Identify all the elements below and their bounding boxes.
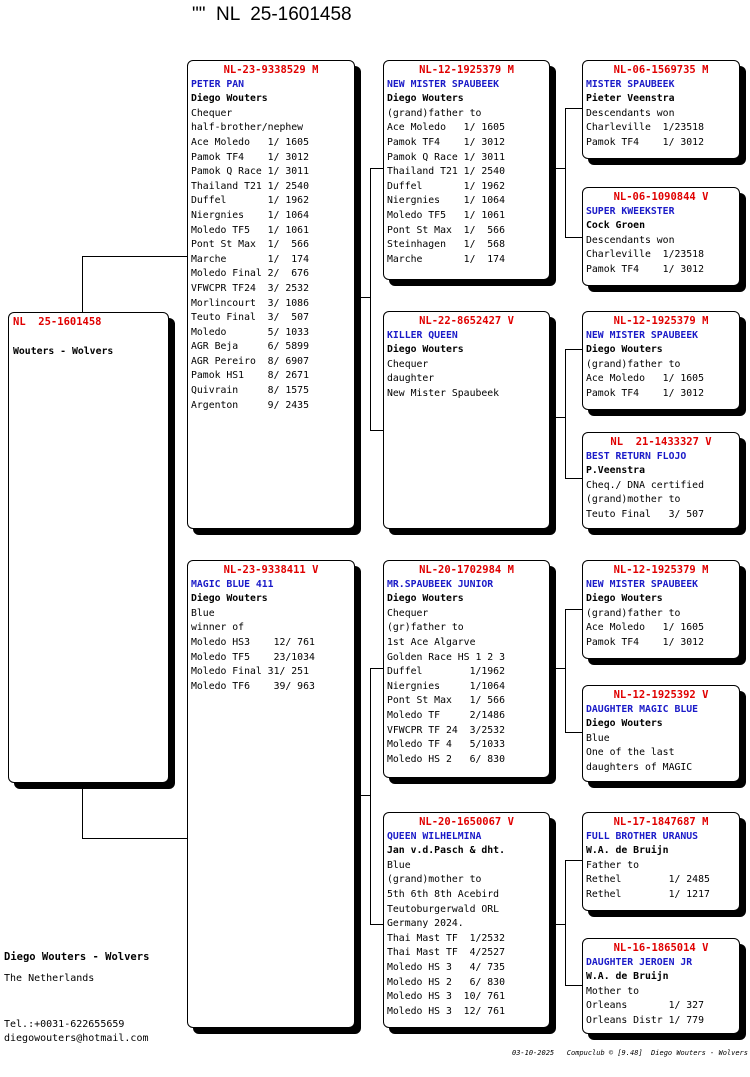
subject-ring-number: NL 25-1601458 — [13, 316, 102, 328]
owner-name: Diego Wouters — [586, 718, 663, 730]
info-line: Thailand T21 1/ 2540 — [191, 180, 309, 192]
info-line: Niergnies 1/ 1064 — [191, 209, 309, 221]
info-line: Descendants won — [586, 234, 675, 246]
info-line: Chequer — [387, 607, 429, 619]
info-line: Moledo HS 3 12/ 761 — [387, 1005, 505, 1017]
ring-number: NL-12-1925379 M — [419, 64, 514, 76]
dam-box[interactable] — [187, 560, 355, 1028]
pigeon-name: KILLER QUEEN — [387, 329, 458, 341]
info-line: (grand)father to — [387, 107, 482, 119]
info-line: Pamok HS1 8/ 2671 — [191, 370, 309, 382]
connector-line — [565, 985, 582, 986]
info-line: Moledo 5/ 1033 — [191, 326, 309, 338]
info-line: VFWCPR TF24 3/ 2532 — [191, 282, 309, 294]
pigeon-name: NEW MISTER SPAUBEEK — [387, 78, 500, 90]
connector-line — [370, 168, 383, 169]
info-line: Pamok TF4 1/ 3012 — [387, 136, 505, 148]
ring-number: NL-06-1090844 V — [613, 191, 709, 203]
info-line: Marche 1/ 174 — [387, 253, 505, 265]
info-line: Pamok Q Race 1/ 3011 — [387, 151, 505, 163]
ring-number: NL-12-1925379 M — [613, 315, 709, 327]
connector-line — [565, 108, 582, 109]
dam-dam-sire-box[interactable] — [582, 812, 740, 911]
info-line: Father to — [586, 859, 640, 871]
connector-line — [565, 609, 582, 610]
footer-credit: 03-10-2025 Compuclub © [9.48] Diego Wouters - Wolvers — [511, 1049, 748, 1057]
info-line: Niergnies 1/1064 — [387, 680, 505, 692]
breeder-name: Diego Wouters - Wolvers — [4, 951, 150, 963]
connector-line — [565, 609, 566, 732]
pigeon-name: MAGIC BLUE 411 — [191, 578, 274, 590]
info-line: Moledo Final 2/ 676 — [191, 268, 309, 280]
ring-number: NL-20-1702984 M — [419, 564, 514, 576]
ring-number: NL-16-1865014 V — [613, 942, 709, 954]
owner-name: Diego Wouters — [387, 344, 464, 356]
ring-number: NL-22-8652427 V — [419, 315, 514, 327]
info-line: Orleans Distr 1/ 779 — [586, 1014, 704, 1026]
connector-line — [565, 860, 582, 861]
connector-line — [550, 924, 566, 925]
info-line: Moledo HS3 12/ 761 — [191, 636, 315, 648]
owner-name: Diego Wouters — [387, 593, 464, 605]
info-line: Moledo Final 31/ 251 — [191, 666, 309, 678]
info-line: One of the last — [586, 747, 675, 759]
ring-number: NL-23-9338529 M — [223, 64, 319, 76]
info-line: Blue — [191, 607, 215, 619]
connector-line — [370, 668, 383, 669]
info-line: half-brother/nephew — [191, 122, 304, 134]
info-line: Moledo HS 3 4/ 735 — [387, 961, 505, 973]
info-line: Mother to — [586, 985, 640, 997]
info-line: AGR Beja 6/ 5899 — [191, 341, 309, 353]
ring-number: NL-23-9338411 V — [223, 564, 319, 576]
ring-number: NL-20-1650067 V — [419, 816, 514, 828]
pigeon-name: PETER PAN — [191, 78, 245, 90]
info-line: Moledo TF 2/1486 — [387, 709, 505, 721]
info-line: Rethel 1/ 1217 — [586, 888, 710, 900]
info-line: Quivrain 8/ 1575 — [191, 385, 309, 397]
connector-line — [550, 417, 566, 418]
pigeon-name: DAUGHTER MAGIC BLUE — [586, 703, 699, 715]
connector-line — [355, 297, 371, 298]
info-line: Pamok TF4 1/ 3012 — [586, 263, 704, 275]
info-line: Cheq./ DNA certified — [586, 479, 704, 491]
info-line: 1st Ace Algarve — [387, 636, 476, 648]
info-line: Ace Moledo 1/ 1605 — [586, 622, 704, 634]
info-line: Pont St Max 1/ 566 — [387, 224, 505, 236]
sire-sire-dam-box[interactable] — [582, 187, 740, 286]
dam-dam-dam-box[interactable] — [582, 938, 740, 1034]
info-line: Duffel 1/1962 — [387, 666, 505, 678]
info-line: Teuto Final 3/ 507 — [586, 508, 704, 520]
owner-name: Cock Groen — [586, 220, 645, 232]
connector-line — [565, 108, 566, 237]
info-line: Orleans 1/ 327 — [586, 1000, 704, 1012]
sire-sire-box[interactable] — [383, 60, 550, 280]
connector-line — [565, 237, 582, 238]
info-line: Ace Moledo 1/ 1605 — [387, 122, 505, 134]
info-line: Moledo HS 2 6/ 830 — [387, 753, 505, 765]
info-line: VFWCPR TF 24 3/2532 — [387, 724, 505, 736]
ring-number: NL-06-1569735 M — [613, 64, 709, 76]
info-line: Golden Race HS 1 2 3 — [387, 651, 505, 663]
info-line: AGR Pereiro 8/ 6907 — [191, 355, 309, 367]
pigeon-name: FULL BROTHER URANUS — [586, 830, 699, 842]
pigeon-name: NEW MISTER SPAUBEEK — [586, 329, 699, 341]
pigeon-name: QUEEN WILHELMINA — [387, 830, 482, 842]
breeder-email[interactable]: diegowouters@hotmail.com — [4, 1033, 149, 1044]
sire-sire-sire-box[interactable] — [582, 60, 740, 159]
info-line: Thailand T21 1/ 2540 — [387, 166, 505, 178]
connector-line — [565, 349, 582, 350]
info-line: Charleville 1/23518 — [586, 249, 704, 261]
info-line: Pamok Q Race 1/ 3011 — [191, 166, 309, 178]
info-line: Moledo TF 4 5/1033 — [387, 739, 505, 751]
info-line: Pamok TF4 1/ 3012 — [586, 636, 704, 648]
info-line: winner of — [191, 622, 245, 634]
info-line: Moledo TF6 39/ 963 — [191, 680, 315, 692]
info-line: Pont St Max 1/ 566 — [387, 695, 505, 707]
ring-number: NL-12-1925392 V — [613, 689, 709, 701]
connector-line — [355, 795, 371, 796]
info-line: New Mister Spaubeek — [387, 387, 500, 399]
connector-line — [82, 256, 187, 257]
owner-name: Diego Wouters — [586, 344, 663, 356]
info-line: Teuto Final 3/ 507 — [191, 312, 309, 324]
info-line: Pamok TF4 1/ 3012 — [586, 136, 704, 148]
info-line: Moledo TF5 1/ 1061 — [191, 224, 309, 236]
pigeon-name: NEW MISTER SPAUBEEK — [586, 578, 699, 590]
dam-sire-sire-box[interactable] — [582, 560, 740, 659]
info-line: Ace Moledo 1/ 1605 — [586, 373, 704, 385]
dam-sire-dam-box[interactable] — [582, 685, 740, 782]
dam-dam-box[interactable] — [383, 812, 550, 1028]
info-line: daughters of MAGIC — [586, 761, 693, 773]
pigeon-name: MISTER SPAUBEEK — [586, 78, 675, 90]
dam-sire-box[interactable] — [383, 560, 550, 778]
info-line: daughter — [387, 373, 435, 385]
info-line: Steinhagen 1/ 568 — [387, 239, 505, 251]
owner-name: Jan v.d.Pasch & dht. — [387, 845, 505, 857]
info-line: Duffel 1/ 1962 — [191, 195, 309, 207]
info-line: Argenton 9/ 2435 — [191, 399, 309, 411]
info-line: Morlincourt 3/ 1086 — [191, 297, 309, 309]
subject-pigeon-box[interactable] — [8, 312, 169, 783]
pigeon-name: DAUGHTER JEROEN JR — [586, 956, 693, 968]
info-line: Charleville 1/23518 — [586, 122, 704, 134]
connector-line — [370, 924, 383, 925]
owner-name: P.Veenstra — [586, 465, 645, 477]
connector-line — [370, 668, 371, 924]
owner-name: Pieter Veenstra — [586, 93, 675, 105]
ring-number: NL-17-1847687 M — [613, 816, 709, 828]
info-line: Chequer — [387, 358, 429, 370]
info-line: (grand)mother to — [586, 494, 681, 506]
connector-line — [565, 478, 582, 479]
info-line: 5th 6th 8th Acebird — [387, 888, 500, 900]
owner-name: Diego Wouters — [191, 593, 268, 605]
connector-line — [565, 860, 566, 985]
info-line: Germany 2024. — [387, 918, 464, 930]
info-line: Marche 1/ 174 — [191, 253, 309, 265]
info-line: (grand)mother to — [387, 874, 482, 886]
info-line: Thai Mast TF 1/2532 — [387, 932, 505, 944]
info-line: Moledo TF5 1/ 1061 — [387, 209, 505, 221]
info-line: Moledo TF5 23/1034 — [191, 651, 315, 663]
connector-line — [565, 349, 566, 478]
subject-owner: Wouters - Wolvers — [13, 346, 114, 357]
info-line: Chequer — [191, 107, 233, 119]
info-line: Pamok TF4 1/ 3012 — [586, 387, 704, 399]
info-line: (gr)father to — [387, 622, 464, 634]
info-line: Pont St Max 1/ 566 — [191, 239, 309, 251]
info-line: (grand)father to — [586, 358, 681, 370]
pigeon-name: BEST RETURN FLOJO — [586, 450, 687, 462]
owner-name: W.A. de Bruijn — [586, 971, 669, 983]
breeder-country: The Netherlands — [4, 973, 95, 984]
connector-line — [565, 732, 582, 733]
info-line: Niergnies 1/ 1064 — [387, 195, 505, 207]
connector-line — [82, 838, 187, 839]
breeder-phone: Tel.:+0031-622655659 — [4, 1019, 125, 1030]
ring-number: NL-12-1925379 M — [613, 564, 709, 576]
info-line: Blue — [586, 732, 610, 744]
info-line: Duffel 1/ 1962 — [387, 180, 505, 192]
info-line: Descendants won — [586, 107, 675, 119]
info-line: Blue — [387, 859, 411, 871]
connector-line — [370, 430, 383, 431]
owner-name: Diego Wouters — [586, 593, 663, 605]
connector-line — [550, 668, 566, 669]
info-line: (grand)father to — [586, 607, 681, 619]
info-line: Rethel 1/ 2485 — [586, 874, 710, 886]
sire-dam-sire-box[interactable] — [582, 311, 740, 410]
sire-dam-dam-box[interactable] — [582, 432, 740, 529]
info-line: Ace Moledo 1/ 1605 — [191, 136, 309, 148]
pigeon-name: SUPER KWEEKSTER — [586, 205, 675, 217]
pigeon-name: MR.SPAUBEEK JUNIOR — [387, 578, 494, 590]
owner-name: W.A. de Bruijn — [586, 845, 669, 857]
info-line: Teutoburgerwald ORL — [387, 903, 500, 915]
owner-name: Diego Wouters — [191, 93, 268, 105]
connector-line — [370, 168, 371, 430]
sire-dam-box[interactable] — [383, 311, 550, 529]
sire-box[interactable] — [187, 60, 355, 529]
info-line: Pamok TF4 1/ 3012 — [191, 151, 309, 163]
connector-line — [550, 168, 566, 169]
info-line: Thai Mast TF 4/2527 — [387, 947, 505, 959]
info-line: Moledo HS 2 6/ 830 — [387, 976, 505, 988]
page-title: "" NL 25-1601458 — [192, 4, 352, 25]
ring-number: NL 21-1433327 V — [610, 436, 712, 448]
info-line: Moledo HS 3 10/ 761 — [387, 991, 505, 1003]
owner-name: Diego Wouters — [387, 93, 464, 105]
